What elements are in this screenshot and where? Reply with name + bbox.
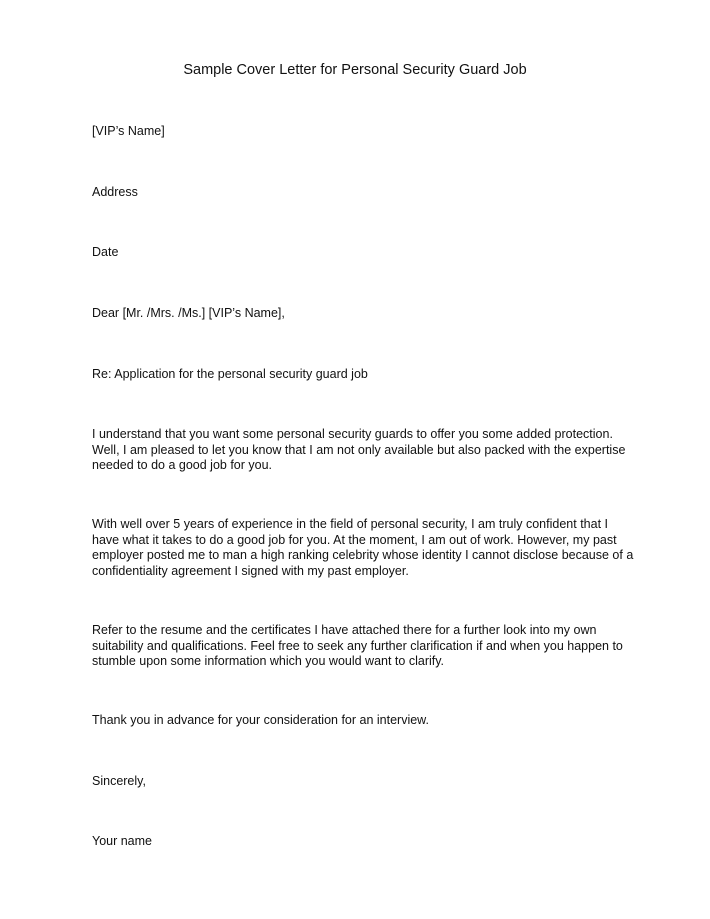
paragraph-line: With well over 5 years of experience in the field of personal security, I am truly confident that I: [92, 517, 608, 531]
salutation: Dear [Mr. /Mrs. /Ms.] [VIP’s Name],: [92, 306, 285, 320]
paragraph-line: suitability and qualifications. Feel free to seek any further clarification if and when you happen to: [92, 638, 623, 653]
address-line: Address: [92, 185, 138, 199]
body-paragraph-3: [92, 623, 652, 670]
body-paragraph-2: [92, 517, 652, 579]
paragraph-line: stumble upon some information which you would want to clarify.: [92, 654, 445, 668]
recipient-name: [VIP’s Name]: [92, 124, 165, 138]
paragraph-line: have what it takes to do a good job for you. At the moment, I am out of work. However, my past: [92, 532, 617, 547]
subject-line: Re: Application for the personal security guard job: [92, 367, 368, 381]
paragraph-line: I understand that you want some personal security guards to offer you some added protection.: [92, 427, 613, 441]
paragraph-line: employer posted me to man a high ranking celebrity whose identity I cannot disclose because of a: [92, 548, 634, 562]
date-line: Date: [92, 245, 119, 259]
sign-off: Sincerely,: [92, 774, 146, 788]
paragraph-line: needed to do a good job for you.: [92, 458, 273, 472]
closing-statement: Thank you in advance for your consideration for an interview.: [92, 713, 429, 727]
document-title: Sample Cover Letter for Personal Security Guard Job: [183, 62, 527, 78]
body-paragraph-1: [92, 427, 652, 474]
paragraph-line: Refer to the resume and the certificates I have attached there for a further look into my own: [92, 623, 597, 637]
paragraph-line: Well, I am pleased to let you know that I am not only available but also packed with the expertise: [92, 442, 626, 457]
signature-name: Your name: [92, 834, 152, 848]
paragraph-line: confidentiality agreement I signed with my past employer.: [92, 563, 409, 578]
